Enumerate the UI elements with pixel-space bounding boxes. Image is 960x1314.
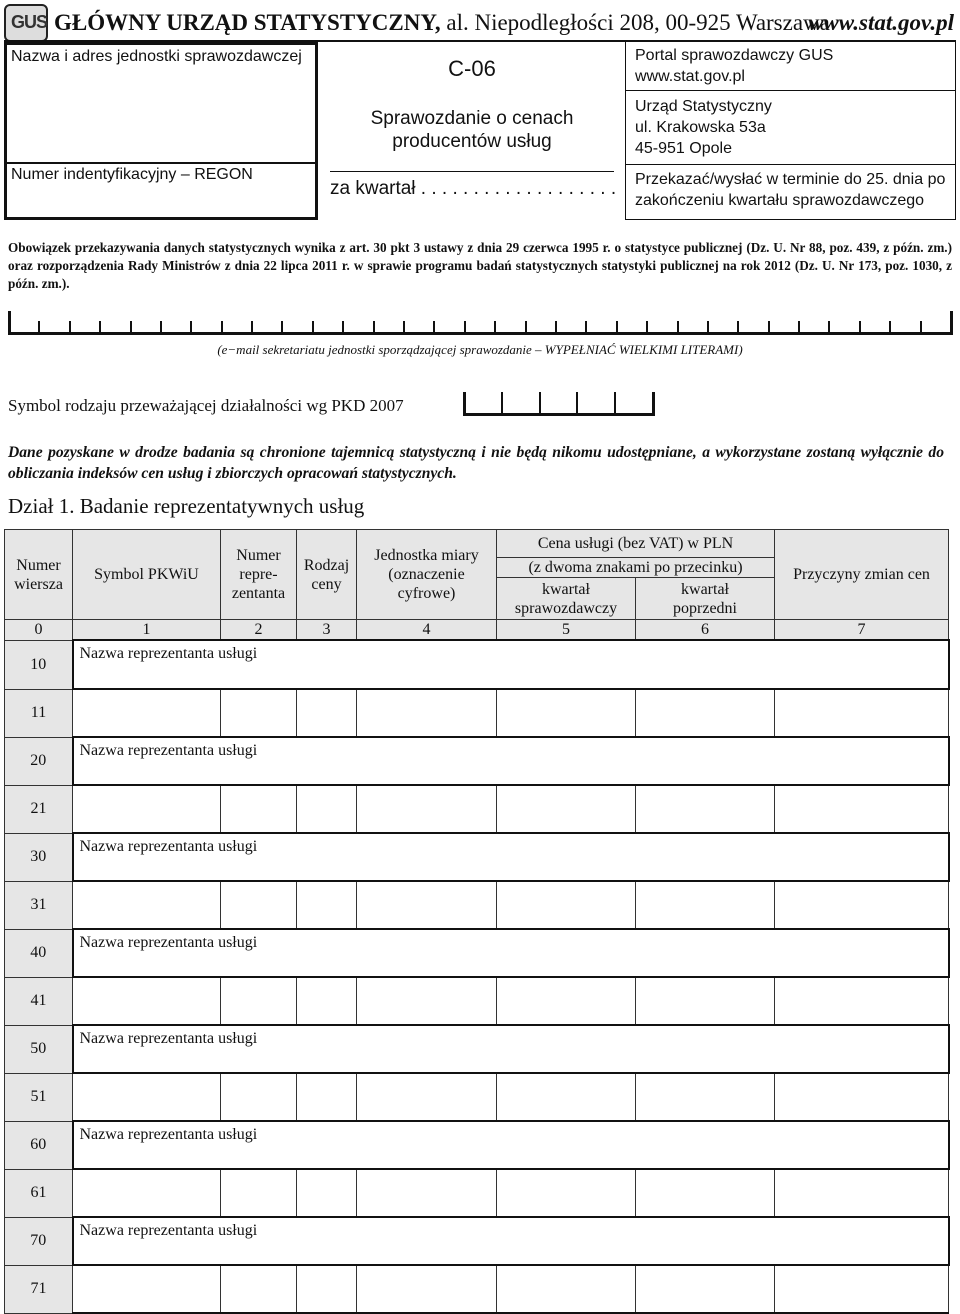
- gus-logo: GUS: [4, 4, 48, 42]
- name-row: [5, 640, 949, 689]
- header-row-number: Numer wiersza: [5, 530, 73, 620]
- row-number: 21: [5, 785, 73, 833]
- email-box-divider: [798, 321, 800, 335]
- confidentiality-notice: Dane pozyskane w drodze badania są chronione tajemnicą statystyczną i nie będą nikomu udostępniane, a wykorzystane zostaną wyłącznie do obliczania indeksów cen usług i zbiorczych opracowań statystycznych.: [8, 444, 944, 482]
- email-box-divider: [190, 321, 192, 335]
- name-row: [5, 1025, 949, 1073]
- name-row: [5, 833, 949, 881]
- col-number: 3: [297, 620, 357, 641]
- email-box-divider: [707, 321, 709, 335]
- email-box-divider: [646, 321, 648, 335]
- email-box-divider: [403, 321, 405, 335]
- section-title: Dział 1. Badanie reprezentatywnych usług: [8, 494, 365, 518]
- reasons-cell[interactable]: [775, 1265, 949, 1313]
- pkd-box-divider: [501, 392, 503, 416]
- email-box-divider: [828, 321, 830, 335]
- rep-number-cell[interactable]: [221, 881, 297, 929]
- data-row: [5, 689, 949, 737]
- header-website: www.stat.gov.pl: [808, 10, 954, 35]
- unit-divider: [7, 162, 315, 164]
- legal-notice: Obowiązek przekazywania danych statystycznych wynika z art. 30 pkt 3 ustawy z dnia 29 czerwca 1995 r. o statystyce publicznej (Dz. U. Nr 88, poz. 439, z późn. zm.) oraz rozporządzenia Rady Ministrów z dnia 22 lipca 2011 r. w sprawie programu badań statystycznych statystyki publicznej na rok 2012 (Dz. U. Nr 173, poz. 1030, z późn. zm.).: [8, 240, 952, 291]
- email-box-divider: [737, 321, 739, 335]
- col-number: 4: [357, 620, 497, 641]
- pkwiu-cell[interactable]: [73, 881, 221, 929]
- header-price-note: (z dwoma znakami po przecinku): [497, 558, 775, 578]
- rep-number-cell[interactable]: [221, 1073, 297, 1121]
- unit-cell[interactable]: [357, 689, 497, 737]
- col-number: 1: [73, 620, 221, 641]
- email-box-divider: [585, 321, 587, 335]
- row-number: 40: [5, 929, 73, 977]
- col-number: 2: [221, 620, 297, 641]
- pkwiu-cell[interactable]: [73, 977, 221, 1025]
- reasons-cell[interactable]: [775, 1073, 949, 1121]
- form-title: Sprawozdanie o cenach producentów usług: [370, 108, 574, 152]
- email-caption: (e−mail sekretariatu jednostki sporządzającej sprawozdanie – WYPEŁNIAĆ WIELKIMI LITERAMI): [217, 342, 743, 357]
- portal-divider-2: [626, 164, 955, 165]
- period-field[interactable]: za kwartał . . . . . . . . . . . . . . . . . . .: [330, 178, 617, 199]
- price-current-cell[interactable]: [497, 1169, 636, 1217]
- reasons-cell[interactable]: [775, 881, 949, 929]
- unit-cell[interactable]: [357, 1265, 497, 1313]
- price-kind-cell[interactable]: [297, 1073, 357, 1121]
- email-box-divider: [251, 321, 253, 335]
- email-box-divider: [859, 321, 861, 335]
- row-number: 71: [5, 1265, 73, 1313]
- email-box-divider: [281, 321, 283, 335]
- email-input-boxes[interactable]: [8, 311, 953, 335]
- rep-number-cell[interactable]: [221, 689, 297, 737]
- email-box-divider: [920, 321, 922, 335]
- price-current-cell[interactable]: [497, 785, 636, 833]
- name-row: [5, 1217, 949, 1265]
- row-number: 50: [5, 1025, 73, 1073]
- price-kind-cell[interactable]: [297, 1169, 357, 1217]
- price-kind-cell[interactable]: [297, 881, 357, 929]
- header-rep-number: Numer repre- zentanta: [221, 530, 297, 620]
- col-number: 7: [775, 620, 949, 641]
- row-number: 70: [5, 1217, 73, 1265]
- deadline-text: Przekazać/wysłać w terminie do 25. dnia po zakończeniu kwartału sprawozdawczego: [635, 171, 946, 209]
- price-kind-cell[interactable]: [297, 977, 357, 1025]
- reasons-cell[interactable]: [775, 785, 949, 833]
- col-number: 6: [636, 620, 775, 641]
- price-kind-cell[interactable]: [297, 689, 357, 737]
- pkd-box-divider: [652, 392, 655, 416]
- unit-cell[interactable]: [357, 785, 497, 833]
- row-number: 41: [5, 977, 73, 1025]
- form-code: C-06: [448, 56, 496, 81]
- email-box-divider: [221, 321, 223, 335]
- email-box-divider: [342, 321, 344, 335]
- email-box-divider: [616, 321, 618, 335]
- email-box-divider: [160, 321, 162, 335]
- price-kind-cell[interactable]: [297, 1265, 357, 1313]
- price-previous-cell[interactable]: [636, 689, 775, 737]
- price-previous-cell[interactable]: [636, 1169, 775, 1217]
- price-previous-cell[interactable]: [636, 977, 775, 1025]
- row-number: 51: [5, 1073, 73, 1121]
- representative-name-field[interactable]: Nazwa reprezentanta usługi: [73, 1121, 949, 1169]
- pkd-box-divider: [539, 392, 541, 416]
- row-number: 61: [5, 1169, 73, 1217]
- reasons-cell[interactable]: [775, 977, 949, 1025]
- rep-number-cell[interactable]: [221, 1265, 297, 1313]
- org-name: GŁÓWNY URZĄD STATYSTYCZNY,: [54, 10, 441, 35]
- email-box-divider: [8, 311, 11, 335]
- email-box-divider: [768, 321, 770, 335]
- price-kind-cell[interactable]: [297, 785, 357, 833]
- email-box-divider: [433, 321, 435, 335]
- pkd-input-boxes[interactable]: [463, 392, 655, 416]
- org-address: al. Niepodległości 208, 00-925 Warszawa: [440, 10, 830, 35]
- header-pkwiu: Symbol PKWiU: [73, 530, 221, 620]
- row-number: 31: [5, 881, 73, 929]
- email-box-divider: [525, 321, 527, 335]
- header-price-kind: Rodzaj ceny: [297, 530, 357, 620]
- representatives-table: [4, 529, 950, 1314]
- representative-name-field[interactable]: Nazwa reprezentanta usługi: [73, 929, 949, 977]
- title-rule: [330, 171, 614, 172]
- price-previous-cell[interactable]: [636, 785, 775, 833]
- price-previous-cell[interactable]: [636, 1073, 775, 1121]
- row-number: 60: [5, 1121, 73, 1169]
- reasons-cell[interactable]: [775, 689, 949, 737]
- rep-number-cell[interactable]: [221, 785, 297, 833]
- unit-name-label: Nazwa i adres jednostki sprawozdawczej: [11, 48, 302, 65]
- pkwiu-cell[interactable]: [73, 689, 221, 737]
- email-box-divider: [69, 321, 71, 335]
- data-row: [5, 785, 949, 833]
- name-row: [5, 1121, 949, 1169]
- unit-cell[interactable]: [357, 1073, 497, 1121]
- pkwiu-cell[interactable]: [73, 1265, 221, 1313]
- row-number: 30: [5, 833, 73, 881]
- price-current-cell[interactable]: [497, 689, 636, 737]
- reporting-unit-box[interactable]: [4, 42, 318, 220]
- email-box-divider: [889, 321, 891, 335]
- email-box-divider: [312, 321, 314, 335]
- data-row: [5, 977, 949, 1025]
- data-row: [5, 1073, 949, 1121]
- rep-number-cell[interactable]: [221, 1169, 297, 1217]
- row-number: 10: [5, 640, 73, 689]
- email-box-divider: [373, 321, 375, 335]
- col-number: 0: [5, 620, 73, 641]
- pkwiu-cell[interactable]: [73, 1073, 221, 1121]
- portal-box: [625, 42, 956, 220]
- header-unit: Jednostka miary (oznaczenie cyfrowe): [357, 530, 497, 620]
- representative-name-field[interactable]: Nazwa reprezentanta usługi: [73, 737, 949, 785]
- header-quarter-previous: kwartał poprzedni: [636, 578, 775, 620]
- unit-cell[interactable]: [357, 881, 497, 929]
- reasons-cell[interactable]: [775, 1169, 949, 1217]
- pkwiu-cell[interactable]: [73, 1169, 221, 1217]
- office-address: Urząd Statystyczny ul. Krakowska 53a 45-951 Opole: [635, 98, 772, 157]
- header-quarter-current: kwartał sprawozdawczy: [497, 578, 636, 620]
- data-row: [5, 1265, 949, 1313]
- pkwiu-cell[interactable]: [73, 785, 221, 833]
- email-box-divider: [555, 321, 557, 335]
- email-box-divider: [99, 321, 101, 335]
- pkd-label: Symbol rodzaju przeważającej działalności wg PKD 2007: [8, 396, 404, 415]
- representative-name-field[interactable]: Nazwa reprezentanta usługi: [73, 1025, 949, 1073]
- header-organization: [54, 10, 830, 36]
- portal-divider-1: [626, 90, 955, 91]
- unit-cell[interactable]: [357, 977, 497, 1025]
- pkd-box-divider: [576, 392, 578, 416]
- representative-name-field[interactable]: Nazwa reprezentanta usługi: [73, 640, 949, 689]
- email-box-divider: [950, 311, 953, 335]
- pkd-box-divider: [614, 392, 616, 416]
- row-number: 20: [5, 737, 73, 785]
- price-previous-cell[interactable]: [636, 1265, 775, 1313]
- price-current-cell[interactable]: [497, 977, 636, 1025]
- name-row: [5, 737, 949, 785]
- email-box-divider: [464, 321, 466, 335]
- price-current-cell[interactable]: [497, 1265, 636, 1313]
- rep-number-cell[interactable]: [221, 977, 297, 1025]
- data-row: [5, 881, 949, 929]
- name-row: [5, 929, 949, 977]
- portal-info: Portal sprawozdawczy GUS www.stat.gov.pl: [635, 47, 834, 85]
- email-box-divider: [38, 321, 40, 335]
- col-number: 5: [497, 620, 636, 641]
- email-box-divider: [130, 321, 132, 335]
- price-current-cell[interactable]: [497, 881, 636, 929]
- price-current-cell[interactable]: [497, 1073, 636, 1121]
- price-previous-cell[interactable]: [636, 881, 775, 929]
- row-number: 11: [5, 689, 73, 737]
- unit-cell[interactable]: [357, 1169, 497, 1217]
- representative-name-field[interactable]: Nazwa reprezentanta usługi: [73, 833, 949, 881]
- email-box-divider: [677, 321, 679, 335]
- header-price: Cena usługi (bez VAT) w PLN: [497, 530, 775, 558]
- email-box-divider: [494, 321, 496, 335]
- data-row: [5, 1169, 949, 1217]
- header-reasons: Przyczyny zmian cen: [775, 530, 949, 620]
- regon-label: Numer indentyfikacyjny – REGON: [11, 166, 253, 183]
- column-numbers-row: [5, 620, 949, 641]
- pkd-box-divider: [463, 392, 466, 416]
- representative-name-field[interactable]: Nazwa reprezentanta usługi: [73, 1217, 949, 1265]
